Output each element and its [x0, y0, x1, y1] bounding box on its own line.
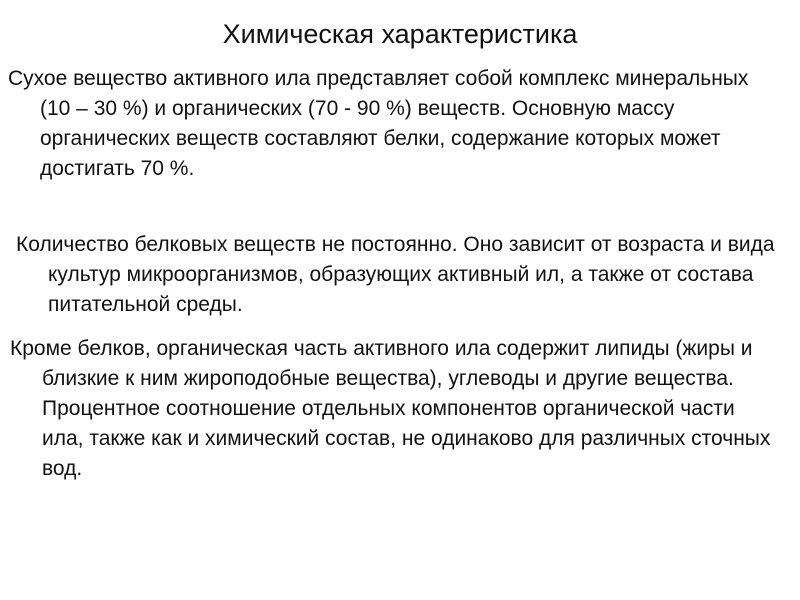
slide-title: Химическая характеристика [222, 19, 578, 49]
paragraph-dry-matter: Сухое вещество активного ила представляет собой комплекс минеральных (10 – 30 %) и органических (70 - 90 %) веществ. Основную массу органических веществ составляют белки, содержание которых может достигать 70 %. [8, 67, 749, 180]
paragraph-organic-composition: Кроме белков, органическая часть активного ила содержит липиды (жиры и близкие к ним жироподобные вещества), углеводы и другие вещества. Процентное соотношение отдельных компонентов органической части ила, также как и химический состав, не одинаково для различных сточных вод. [10, 337, 771, 480]
paragraph-protein-content: Количество белковых веществ не постоянно. Оно зависит от возраста и вида культур микроорганизмов, образующих активный ил, а также от состава питательной среды. [16, 233, 775, 316]
